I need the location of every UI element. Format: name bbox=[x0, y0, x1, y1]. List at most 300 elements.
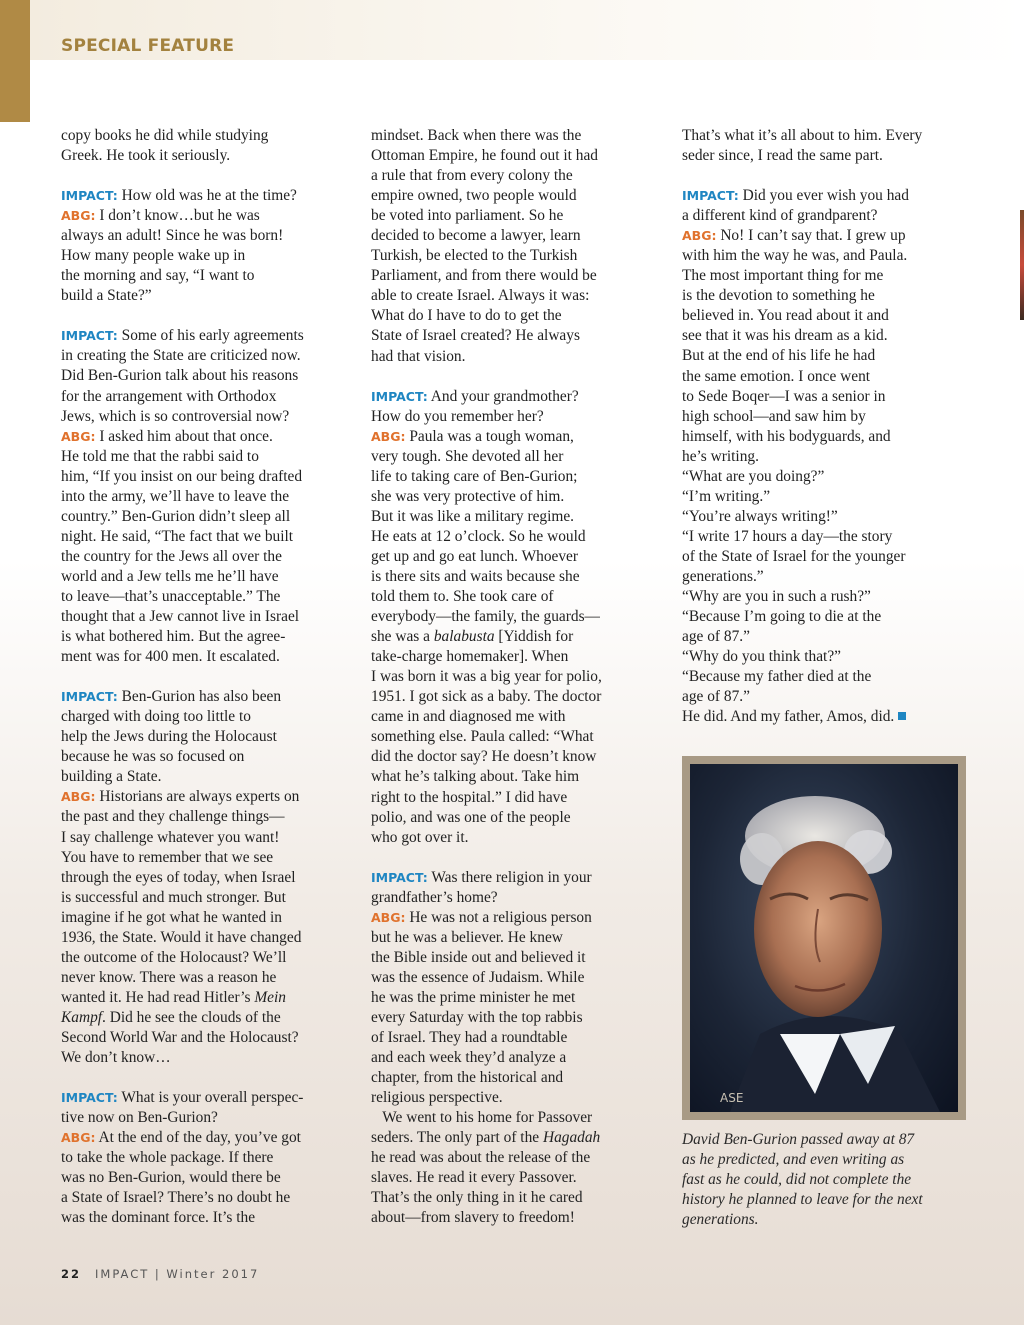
article-line bbox=[682, 507, 972, 527]
article-line bbox=[371, 186, 661, 206]
line-text: generations.” bbox=[682, 567, 764, 585]
article-line bbox=[371, 447, 661, 467]
line-text: everybody—the family, the guards— bbox=[371, 608, 600, 626]
page-edge-strip bbox=[1020, 210, 1024, 320]
impact-label: IMPACT: bbox=[371, 388, 428, 404]
line-text: slaves. He read it every Passover. bbox=[371, 1169, 577, 1187]
line-text: No! I can’t say that. I grew up bbox=[716, 227, 906, 245]
line-text: was the dominant force. It’s the bbox=[61, 1209, 256, 1227]
line-text: You have to remember that we see bbox=[61, 848, 274, 866]
impact-label: IMPACT: bbox=[371, 869, 428, 885]
line-text: high school—and saw him by bbox=[682, 407, 866, 425]
article-line bbox=[61, 507, 351, 527]
article-line bbox=[61, 968, 351, 988]
line-text: I was born it was a big year for polio, bbox=[371, 668, 602, 686]
line-text: of Israel. They had a roundtable bbox=[371, 1029, 568, 1047]
article-line bbox=[61, 1128, 351, 1148]
article-line bbox=[371, 888, 661, 908]
article-line bbox=[682, 367, 972, 387]
article-line bbox=[371, 587, 661, 607]
article-line bbox=[61, 567, 351, 587]
line-text: “I’m writing.” bbox=[682, 487, 771, 505]
line-text: How many people wake up in bbox=[61, 247, 246, 265]
line-text: tive now on Ben-Gurion? bbox=[61, 1109, 218, 1127]
article-line bbox=[371, 326, 661, 346]
italic-term: Hagadah bbox=[542, 1129, 601, 1147]
article-line bbox=[682, 527, 972, 547]
line-text: Greek. He took it seriously. bbox=[61, 147, 231, 165]
article-line bbox=[371, 407, 661, 427]
line-text: We don’t know… bbox=[61, 1049, 171, 1067]
line-text: Second World War and the Holocaust? bbox=[61, 1028, 299, 1046]
article-line bbox=[682, 707, 972, 727]
line-text: And your grandmother? bbox=[427, 387, 579, 405]
article-line bbox=[61, 928, 351, 948]
article-line bbox=[682, 226, 972, 246]
article-line bbox=[682, 627, 972, 647]
line-text: How old was he at the time? bbox=[117, 187, 297, 205]
line-text: of the State of Israel for the younger bbox=[682, 547, 906, 565]
line-text: ment was for 400 men. It escalated. bbox=[61, 648, 280, 666]
article-line bbox=[682, 407, 972, 427]
line-text: the morning and say, “I want to bbox=[61, 267, 255, 285]
article-line bbox=[61, 547, 351, 567]
line-text: he was the prime minister he met bbox=[371, 988, 576, 1006]
impact-label: IMPACT: bbox=[61, 1090, 118, 1106]
article-line bbox=[61, 1148, 351, 1168]
article-line bbox=[371, 828, 661, 848]
line-text: had that vision. bbox=[371, 347, 466, 365]
line-text: He told me that the rabbi said to bbox=[61, 447, 259, 465]
line-text: him, “If you insist on our being drafted bbox=[61, 467, 303, 485]
line-text: a rule that from every colony the bbox=[371, 167, 573, 185]
article-line bbox=[61, 1088, 351, 1108]
line-text: State of Israel created? He always bbox=[371, 327, 580, 345]
impact-label: IMPACT: bbox=[682, 188, 739, 204]
line-text: the Bible inside out and believed it bbox=[371, 948, 586, 966]
paragraph-gap bbox=[61, 1068, 351, 1088]
article-line bbox=[371, 647, 661, 667]
article-line bbox=[371, 667, 661, 687]
line-text: Parliament, and from there would be bbox=[371, 267, 597, 285]
line-text: is the devotion to something he bbox=[682, 287, 875, 305]
line-text: right to the hospital.” I did have bbox=[371, 788, 568, 806]
impact-label: IMPACT: bbox=[61, 689, 118, 705]
article-line bbox=[61, 206, 351, 226]
article-line bbox=[371, 627, 661, 647]
line-text: What is your overall perspec- bbox=[117, 1089, 304, 1107]
article-line bbox=[61, 627, 351, 647]
article-line bbox=[371, 146, 661, 166]
line-text: age of 87.” bbox=[682, 628, 750, 646]
article-line bbox=[61, 908, 351, 928]
article-line bbox=[371, 507, 661, 527]
line-text: to leave—that’s unacceptable.” The bbox=[61, 587, 281, 605]
article-line bbox=[371, 467, 661, 487]
line-text: very tough. She devoted all her bbox=[371, 447, 564, 465]
line-text: able to create Israel. Always it was: bbox=[371, 287, 590, 305]
article-line bbox=[61, 387, 351, 407]
impact-label: IMPACT: bbox=[61, 188, 118, 204]
article-line bbox=[61, 1168, 351, 1188]
article-line bbox=[371, 527, 661, 547]
article-line bbox=[371, 206, 661, 226]
paragraph-gap bbox=[371, 367, 661, 387]
line-text: charged with doing too little to bbox=[61, 708, 251, 726]
article-line bbox=[371, 427, 661, 447]
article-line bbox=[61, 366, 351, 386]
article-line bbox=[61, 226, 351, 246]
article-line bbox=[682, 587, 972, 607]
line-text: That’s what it’s all about to him. Every bbox=[682, 127, 923, 144]
article-line bbox=[61, 326, 351, 346]
article-line bbox=[371, 788, 661, 808]
line-text: Ottoman Empire, he found out it had bbox=[371, 147, 598, 165]
article-line bbox=[371, 547, 661, 567]
line-text: That’s the only thing in it he cared bbox=[371, 1189, 583, 1207]
article-line bbox=[682, 547, 972, 567]
italic-term: Kampf bbox=[61, 1008, 103, 1026]
article-line bbox=[371, 868, 661, 888]
line-text: “Why do you think that?” bbox=[682, 648, 841, 666]
line-text: country.” Ben-Gurion didn’t sleep all bbox=[61, 507, 291, 525]
article-line bbox=[61, 126, 351, 146]
line-text: he’s writing. bbox=[682, 447, 759, 465]
article-line bbox=[682, 427, 972, 447]
line-text: to take the whole package. If there bbox=[61, 1149, 274, 1167]
page-footer bbox=[61, 1267, 259, 1281]
line-text: is what bothered him. But the agree- bbox=[61, 628, 286, 646]
line-text: get up and go eat lunch. Whoever bbox=[371, 547, 578, 565]
line-text: At the end of the day, you’ve got bbox=[95, 1129, 301, 1147]
publication-name: IMPACT | Winter 2017 bbox=[95, 1267, 260, 1281]
article-line bbox=[682, 667, 972, 687]
article-line bbox=[61, 687, 351, 707]
article-line bbox=[371, 1168, 661, 1188]
line-text: what he’s talking about. Take him bbox=[371, 768, 580, 786]
article-line bbox=[371, 347, 661, 367]
article-line bbox=[61, 747, 351, 767]
line-text: wanted it. He had read Hitler’s bbox=[61, 988, 255, 1006]
line-text: for the arrangement with Orthodox bbox=[61, 387, 277, 405]
article-line bbox=[682, 246, 972, 266]
article-line bbox=[61, 828, 351, 848]
line-text: grandfather’s home? bbox=[371, 888, 498, 906]
line-text: told them to. She took care of bbox=[371, 588, 554, 606]
article-line bbox=[371, 727, 661, 747]
portrait-illustration bbox=[690, 764, 958, 1112]
line-text: “What are you doing?” bbox=[682, 467, 825, 485]
article-line bbox=[371, 1008, 661, 1028]
line-text: imagine if he got what he wanted in bbox=[61, 908, 282, 926]
article-line bbox=[371, 808, 661, 828]
impact-label: IMPACT: bbox=[61, 328, 118, 344]
line-text: The most important thing for me bbox=[682, 267, 884, 285]
article-line bbox=[371, 567, 661, 587]
article-line bbox=[61, 246, 351, 266]
line-text: be voted into parliament. So he bbox=[371, 207, 564, 225]
caption-line: David Ben-Gurion passed away at 87 bbox=[682, 1131, 915, 1148]
article-line bbox=[371, 707, 661, 727]
line-text: Paula was a tough woman, bbox=[405, 427, 574, 445]
paragraph-gap bbox=[61, 667, 351, 687]
line-text: to Sede Boqer—I was a senior in bbox=[682, 387, 886, 405]
article-line bbox=[61, 607, 351, 627]
line-text: He was not a religious person bbox=[405, 908, 592, 926]
article-line bbox=[61, 1208, 351, 1228]
caption-line: as he predicted, and even writing as bbox=[682, 1151, 905, 1169]
article-line bbox=[61, 467, 351, 487]
article-line bbox=[682, 326, 972, 346]
article-line bbox=[371, 166, 661, 186]
article-line bbox=[371, 908, 661, 928]
line-text: with him the way he was, and Paula. bbox=[682, 247, 908, 265]
article-line bbox=[371, 266, 661, 286]
line-text: “Because my father died at the bbox=[682, 668, 872, 686]
line-text: Historians are always experts on bbox=[95, 788, 300, 806]
line-text: How do you remember her? bbox=[371, 407, 544, 425]
caption-line: fast as he could, did not complete the bbox=[682, 1171, 912, 1189]
line-text: “You’re always writing!” bbox=[682, 507, 838, 525]
line-text: copy books he did while studying bbox=[61, 127, 269, 144]
line-text: 1936, the State. Would it have changed bbox=[61, 928, 302, 946]
line-text: We went to his home for Passover bbox=[371, 1109, 593, 1127]
end-of-article-mark bbox=[898, 712, 906, 720]
article-line bbox=[61, 707, 351, 727]
article-line bbox=[371, 928, 661, 948]
article-line bbox=[371, 1068, 661, 1088]
line-text: Ben-Gurion has also been bbox=[117, 688, 282, 706]
article-line bbox=[61, 1048, 351, 1068]
line-text: but he was a believer. He knew bbox=[371, 928, 563, 946]
line-text: the outcome of the Holocaust? We’ll bbox=[61, 948, 287, 966]
line-text: something else. Paula called: “What bbox=[371, 728, 594, 746]
article-line bbox=[61, 727, 351, 747]
line-text: came in and diagnosed me with bbox=[371, 708, 566, 726]
article-line bbox=[371, 747, 661, 767]
line-text: [Yiddish for bbox=[494, 628, 574, 646]
line-text: religious perspective. bbox=[371, 1089, 503, 1107]
line-text: he read was about the release of the bbox=[371, 1149, 591, 1167]
line-text: the country for the Jews all over the bbox=[61, 547, 282, 565]
line-text: is successful and much stronger. But bbox=[61, 888, 286, 906]
line-text: night. He said, “The fact that we built bbox=[61, 527, 294, 545]
article-line bbox=[371, 1028, 661, 1048]
article-line bbox=[61, 807, 351, 827]
abg-label: ABG: bbox=[61, 789, 96, 805]
article-line bbox=[61, 787, 351, 807]
article-line bbox=[61, 407, 351, 427]
line-text: take-charge homemaker]. When bbox=[371, 648, 569, 666]
line-text: always an adult! Since he was born! bbox=[61, 227, 284, 245]
photo-frame bbox=[682, 756, 966, 1120]
article-line bbox=[61, 587, 351, 607]
line-text: I say challenge whatever you want! bbox=[61, 828, 280, 846]
line-text: a State of Israel? There’s no doubt he bbox=[61, 1189, 291, 1207]
article-line bbox=[371, 1208, 661, 1228]
line-text: Did you ever wish you had bbox=[738, 187, 909, 205]
line-text: never know. There was a reason he bbox=[61, 968, 277, 986]
section-label: SPECIAL FEATURE bbox=[61, 36, 235, 56]
line-text: But it was like a military regime. bbox=[371, 507, 575, 525]
abg-label: ABG: bbox=[682, 228, 717, 244]
article-line bbox=[61, 888, 351, 908]
line-text: . Did he see the clouds of the bbox=[102, 1008, 281, 1026]
line-text: building a State. bbox=[61, 768, 162, 786]
line-text: mindset. Back when there was the bbox=[371, 127, 582, 144]
photo-caption bbox=[682, 1130, 972, 1230]
article-line bbox=[61, 527, 351, 547]
line-text: into the army, we’ll have to leave the bbox=[61, 487, 290, 505]
caption-line: generations. bbox=[682, 1211, 759, 1229]
line-text: who got over it. bbox=[371, 828, 469, 846]
article-line bbox=[682, 146, 972, 166]
line-text: I asked him about that once. bbox=[95, 427, 273, 445]
article-line bbox=[682, 567, 972, 587]
line-text: she was a bbox=[371, 628, 434, 646]
line-text: world and a Jew tells me he’ll have bbox=[61, 567, 279, 585]
line-text: But at the end of his life he had bbox=[682, 347, 876, 365]
article-line bbox=[61, 346, 351, 366]
line-text: “I write 17 hours a day—the story bbox=[682, 527, 893, 545]
portrait-photo bbox=[690, 764, 958, 1112]
article-line bbox=[682, 387, 972, 407]
italic-term: balabusta bbox=[433, 628, 495, 646]
line-text: I don’t know…but he was bbox=[95, 207, 260, 225]
article-line bbox=[682, 186, 972, 206]
article-line bbox=[61, 647, 351, 667]
page-number: 22 bbox=[61, 1267, 82, 1281]
article-line bbox=[371, 126, 661, 146]
article-line bbox=[371, 948, 661, 968]
line-text: himself, with his bodyguards, and bbox=[682, 427, 891, 445]
article-line bbox=[371, 1108, 661, 1128]
caption-line: history he planned to leave for the next bbox=[682, 1191, 923, 1209]
line-text: she was very protective of him. bbox=[371, 487, 565, 505]
article-line bbox=[61, 848, 351, 868]
article-line bbox=[61, 186, 351, 206]
article-line bbox=[371, 767, 661, 787]
line-text: every Saturday with the top rabbis bbox=[371, 1008, 583, 1026]
article-line bbox=[61, 1008, 351, 1028]
article-line bbox=[371, 286, 661, 306]
column-2 bbox=[371, 126, 661, 1228]
line-text: about—from slavery to freedom! bbox=[371, 1209, 575, 1227]
line-text: Jews, which is so controversial now? bbox=[61, 407, 290, 425]
article-line bbox=[682, 467, 972, 487]
article-line bbox=[371, 246, 661, 266]
abg-label: ABG: bbox=[371, 909, 406, 925]
line-text: and each week they’d analyze a bbox=[371, 1049, 567, 1067]
article-line bbox=[682, 447, 972, 467]
abg-label: ABG: bbox=[61, 208, 96, 224]
line-text: seder since, I read the same part. bbox=[682, 147, 883, 165]
line-text: because he was so focused on bbox=[61, 748, 245, 766]
article-line bbox=[682, 206, 972, 226]
article-line bbox=[61, 988, 351, 1008]
article-line bbox=[371, 1188, 661, 1208]
abg-label: ABG: bbox=[61, 428, 96, 444]
article-line bbox=[61, 1028, 351, 1048]
column-3 bbox=[682, 126, 972, 727]
abg-label: ABG: bbox=[61, 1130, 96, 1146]
line-text: did the doctor say? He doesn’t know bbox=[371, 748, 597, 766]
article-line bbox=[61, 948, 351, 968]
line-text: seders. The only part of the bbox=[371, 1129, 543, 1147]
photo-signature: ASE bbox=[720, 1091, 744, 1105]
article-line bbox=[371, 226, 661, 246]
article-line bbox=[61, 266, 351, 286]
line-text: was no Ben-Gurion, would there be bbox=[61, 1169, 281, 1187]
article-line bbox=[371, 1048, 661, 1068]
article-line bbox=[371, 1148, 661, 1168]
line-text: thought that a Jew cannot live in Israel bbox=[61, 608, 300, 626]
article-line bbox=[371, 306, 661, 326]
article-line bbox=[61, 1188, 351, 1208]
article-line bbox=[61, 447, 351, 467]
article-line bbox=[371, 968, 661, 988]
gold-accent-bar bbox=[0, 0, 30, 122]
article-line bbox=[682, 266, 972, 286]
line-text: empire owned, two people would bbox=[371, 187, 577, 205]
article-line bbox=[682, 346, 972, 366]
line-text: What do I have to do to get the bbox=[371, 307, 562, 325]
article-line bbox=[682, 306, 972, 326]
line-text: was the essence of Judaism. While bbox=[371, 968, 585, 986]
article-line bbox=[371, 1128, 661, 1148]
line-text: Turkish, be elected to the Turkish bbox=[371, 247, 578, 265]
italic-term: Mein bbox=[254, 988, 286, 1006]
line-text: Some of his early agreements bbox=[117, 327, 304, 345]
line-text: the past and they challenge things— bbox=[61, 808, 285, 826]
line-text: build a State?” bbox=[61, 287, 152, 305]
paragraph-gap bbox=[61, 306, 351, 326]
article-line bbox=[682, 487, 972, 507]
article-line bbox=[61, 767, 351, 787]
line-text: decided to become a lawyer, learn bbox=[371, 227, 581, 245]
line-text: life to taking care of Ben-Gurion; bbox=[371, 467, 578, 485]
paragraph-gap bbox=[61, 166, 351, 186]
line-text: polio, and was one of the people bbox=[371, 808, 571, 826]
line-text: “Why are you in such a rush?” bbox=[682, 588, 871, 606]
article-line bbox=[61, 868, 351, 888]
abg-label: ABG: bbox=[371, 428, 406, 444]
article-line bbox=[371, 687, 661, 707]
paragraph-gap bbox=[682, 166, 972, 186]
line-text: the same emotion. I once went bbox=[682, 367, 871, 385]
line-text: Did Ben-Gurion talk about his reasons bbox=[61, 367, 299, 385]
article-line bbox=[371, 1088, 661, 1108]
article-line bbox=[371, 387, 661, 407]
line-text: help the Jews during the Holocaust bbox=[61, 728, 277, 746]
article-line bbox=[682, 607, 972, 627]
article-line bbox=[682, 286, 972, 306]
article-line bbox=[61, 146, 351, 166]
paragraph-gap bbox=[371, 848, 661, 868]
article-line bbox=[61, 487, 351, 507]
column-1 bbox=[61, 126, 351, 1228]
article-line bbox=[61, 1108, 351, 1128]
article-line bbox=[682, 126, 972, 146]
article-line bbox=[682, 687, 972, 707]
line-text: through the eyes of today, when Israel bbox=[61, 868, 296, 886]
line-text: 1951. I got sick as a baby. The doctor bbox=[371, 688, 602, 706]
line-text: “Because I’m going to die at the bbox=[682, 608, 882, 626]
article-line bbox=[371, 607, 661, 627]
article-line bbox=[682, 647, 972, 667]
line-text: age of 87.” bbox=[682, 688, 750, 706]
line-text: believed in. You read about it and bbox=[682, 307, 889, 325]
